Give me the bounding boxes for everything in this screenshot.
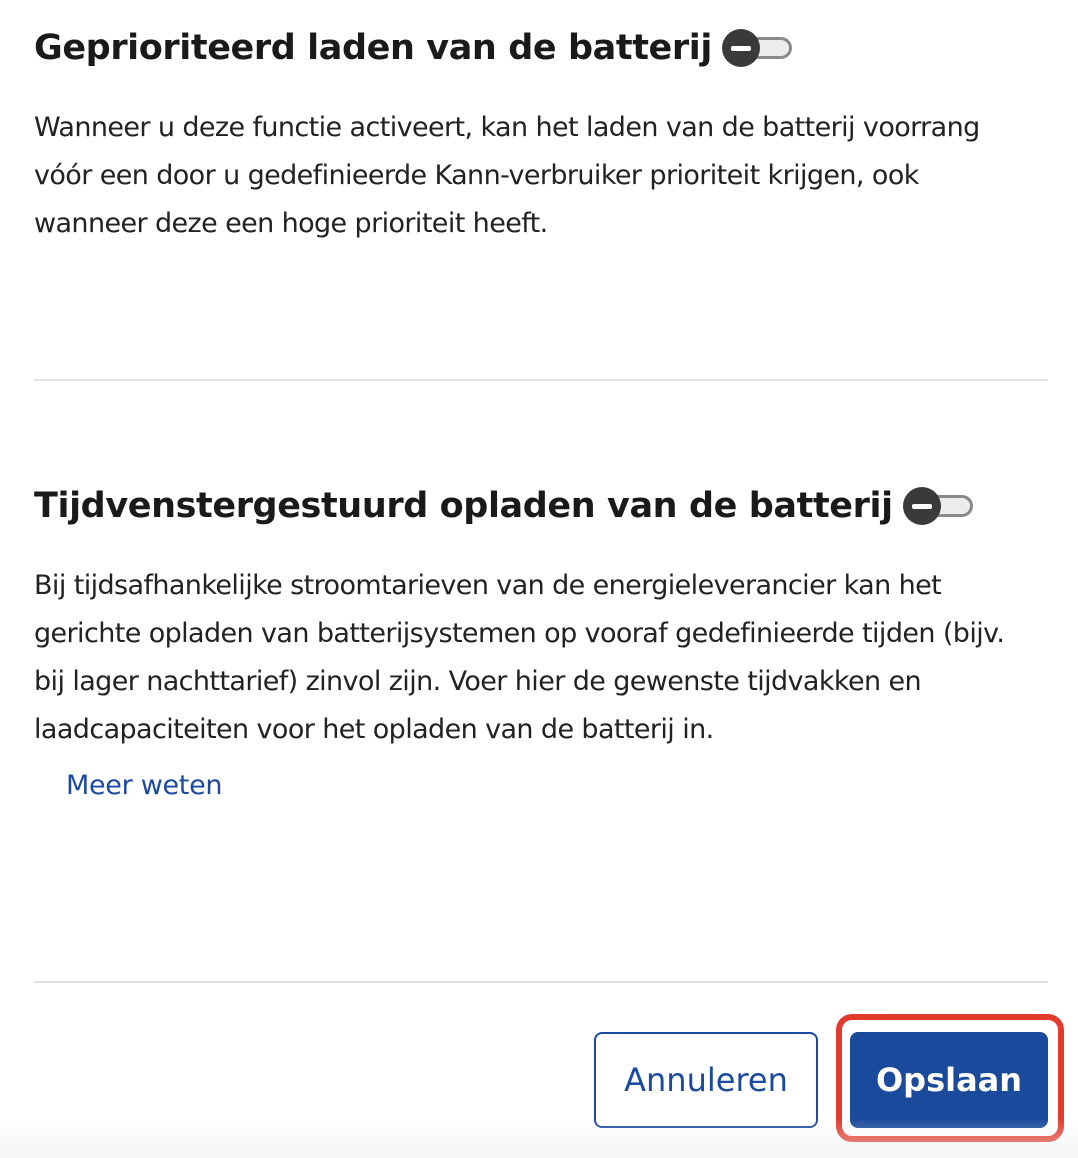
section-prioritized-charging (34, 22, 1048, 248)
cancel-button[interactable]: Annuleren (594, 1032, 818, 1128)
description-line: gerichte opladen van batterijsystemen op vooraf gedefinieerde tijden (bijv. (34, 618, 1005, 649)
toggle-knob (722, 29, 760, 67)
section-timed-charging (34, 480, 1048, 801)
section-title: Geprioriteerd laden van de batterij (34, 28, 712, 68)
description-line: wanneer deze een hoge prioriteit heeft. (34, 208, 548, 239)
description-line: laadcapaciteiten voor het opladen van de batterij in. (34, 714, 714, 745)
section-description (34, 104, 1048, 248)
description-line: Bij tijdsafhankelijke stroomtarieven van de energieleverancier kan het (34, 570, 942, 601)
section-title: Tijdvenstergestuurd opladen van de batterij (34, 486, 893, 526)
save-button[interactable]: Opslaan (850, 1032, 1048, 1128)
description-line: vóór een door u gedefinieerde Kann-verbruiker prioriteit krijgen, ook (34, 160, 919, 191)
section-header (34, 480, 1048, 532)
minus-icon (912, 504, 932, 509)
minus-icon (731, 46, 751, 51)
description-line: Wanneer u deze functie activeert, kan het laden van de batterij voorrang (34, 112, 980, 143)
divider (34, 981, 1048, 983)
divider (34, 379, 1048, 381)
learn-more-link[interactable]: Meer weten (66, 770, 223, 801)
section-description (34, 562, 1048, 754)
toggle-knob (903, 487, 941, 525)
description-line: bij lager nachttarief) zinvol zijn. Voer hier de gewenste tijdvakken en (34, 666, 922, 697)
prioritized-charging-toggle[interactable] (722, 29, 794, 67)
timed-charging-toggle[interactable] (903, 487, 975, 525)
section-header (34, 22, 1048, 74)
